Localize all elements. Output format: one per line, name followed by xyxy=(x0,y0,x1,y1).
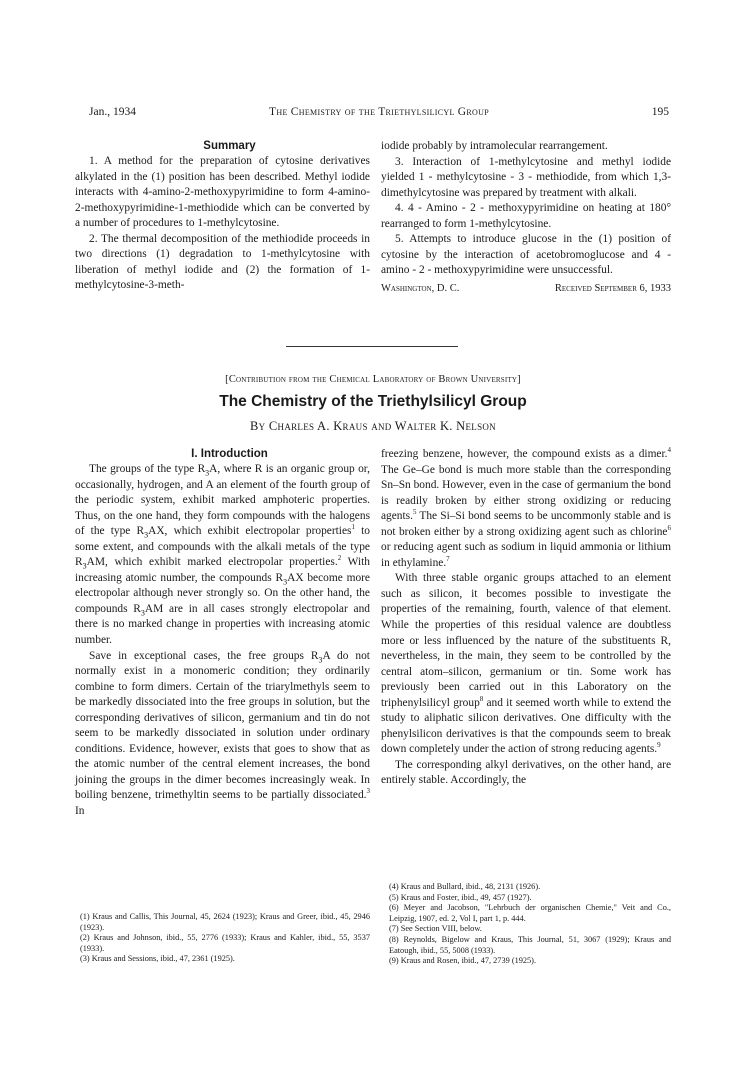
intro-heading: I. Introduction xyxy=(191,448,268,460)
summary-right-column xyxy=(381,139,671,296)
article-authors: By Charles A. Kraus and Walter K. Nelson xyxy=(250,419,496,433)
footnote-item: (4) Kraus and Bullard, ibid., 48, 2131 (1926). xyxy=(389,882,541,891)
intro-paragraph-3: With three stable organic groups attached to an element such as silicon, it becomes possible to investigate the properties of the remaining, fourth, valence of that element. While the properties of this residual valence are doubtless more or less influenced by the nature of the substituents R, nevertheless, in the main, they seem to be controlled by the central atom–silicon, germanium or tin. Some work has previously been carried out in this Laboratory on the triphenylsilicyl group$^8$ and it seemed worth while to extend the study to aliphatic silicon derivatives. One difficulty with the phenylsilicon derivatives is that the compounds seem to break down completely under the action of strong reducing agents.$^9$ xyxy=(381,572,671,756)
footnote-ref-8: 8 xyxy=(479,694,484,703)
summary-item-5: 5. Attempts to introduce glucose in the (1) position of cytosine by the interaction of acetobromoglucose and 4 - amino - 2 - methoxypyrimidine were unsuccessful. xyxy=(381,233,671,277)
footnote-ref-4: 4 xyxy=(667,446,671,455)
footnote-item: (8) Reynolds, Bigelow and Kraus, This Journal, 51, 3067 (1929); Kraus and Eatough, ibid., 55, 5008 (1933). xyxy=(389,934,671,955)
intro-paragraph-2: Save in exceptional cases, the free groups $R_3A$ do not normally exist in a monomeric condition; they ordinarily combine to form dimers. Certain of the triarylmethyls seem to be markedly dissociated into the free groups in solution, but the corresponding derivatives of silicon, germanium and tin do not seem to be markedly dissociated in solution under ordinary conditions. Evidence, however, exists that goes to show that as the atomic number of the central element increases, the bond joining the groups in the dimer becomes increasingly weak. In boiling benzene, trimethyltin seems to be partially dissociated.$^3$ In xyxy=(75,649,370,818)
signoff-line xyxy=(381,281,671,297)
footnote-ref-2: 2 xyxy=(337,554,342,563)
header-date: Jan., 1934 xyxy=(89,106,136,118)
footnote-item: (3) Kraus and Sessions, ibid., 47, 2361 (1925). xyxy=(80,954,235,964)
footnote-ref-6: 6 xyxy=(667,523,671,532)
summary-item-4: 4. 4 - Amino - 2 - methoxypyrimidine on heating at 180° rearranged to form 1-methylcytosine. xyxy=(381,202,671,230)
running-header xyxy=(89,104,669,120)
summary-heading: Summary xyxy=(203,140,256,152)
intro-paragraph-1: The groups of the type $R_3A$, where R is an organic group or, occasionally, hydrogen, and A an element of the fourth group of the periodic system, exhibit marked amphoteric properties. Thus, on the one hand, they form compounds with the halogens of the type $R_3AX$, which exhibit electropolar properties$^1$ to some extent, and compounds with the alkali metals of the type $R_3AM$, which exhibit marked electropolar properties.$^2$ With increasing atomic number, the compounds $R_3AX$ become more electropolar although never strongly so. On the other hand, the compounds $R_3AM$ are in all cases strongly electropolar and there is no marked change in properties with increasing atomic number. xyxy=(75,463,370,647)
intro-paragraph-4: The corresponding alkyl derivatives, on the other hand, are entirely stable. Accordingly, the xyxy=(381,758,671,787)
summary-item-1: 1. A method for the preparation of cytosine derivatives alkylated in the (1) position has been described. Methyl iodide interacts with 4-amino-2-methoxypyrimidine to form 4-amino-2-methoxypyrimidine-1-methiodide which can be converted by a number of procedures to 1-methylcytosine. xyxy=(75,155,370,230)
footnote-item: (7) See Section VIII, below. xyxy=(389,924,482,934)
header-running-title: The Chemistry of the Triethylsilicyl Group xyxy=(269,106,489,118)
location-label: Washington, D. C. xyxy=(381,282,460,294)
footnote-ref-5: 5 xyxy=(412,508,417,517)
footnote-item: (2) Kraus and Johnson, ibid., 55, 2776 (1933); Kraus and Kahler, ibid., 55, 3537 (1933). xyxy=(80,933,370,953)
summary-item-3: 3. Interaction of 1-methylcytosine and methyl iodide yielded 1 - methylcytosine - 3 - methiodide, from which 1,3-dimethylcytosine was prepared by treatment with alkali. xyxy=(381,155,671,199)
summary-left-column xyxy=(75,139,370,294)
article-title: The Chemistry of the Triethylsilicyl Group xyxy=(219,393,527,410)
footnotes-left xyxy=(80,912,370,965)
footnote-item: (9) Kraus and Rosen, ibid., 47, 2739 (1925). xyxy=(389,956,537,966)
footnote-ref-3: 3 xyxy=(366,787,370,796)
footnote-item: (5) Kraus and Foster, ibid., 49, 457 (1927). xyxy=(389,892,532,902)
footnotes-right xyxy=(389,882,671,967)
footnote-ref-1: 1 xyxy=(351,523,355,532)
intro-paragraph-2-continued: freezing benzene, however, the compound exists as a dimer.$^4$ The Ge–Ge bond is much more stable than the corresponding Sn–Sn bond. However, even in the case of germanium the bond is readily broken by either strong oxidizing or reducing agents.$^5$ The Si–Si bond seems to be uncommonly stable and is not broken either by a strong oxidizing agent such as chlorine$^6$ or reducing agent such as sodium in liquid ammonia or lithium in ethylamine.$^7$ xyxy=(381,446,671,569)
intro-left-column xyxy=(75,447,370,820)
intro-right-column xyxy=(381,447,671,789)
footnote-ref-9: 9 xyxy=(657,741,661,750)
footnote-item: (6) Meyer and Jacobson, "Lehrbuch der organischen Chemie," Veit and Co., Leipzig, 1907, ed. 2, Vol I, part 1, p. 444. xyxy=(389,903,671,923)
footnote-item: (1) Kraus and Callis, This Journal, 45, 2624 (1923); Kraus and Greer, ibid., 45, 2946 (1923). xyxy=(80,912,370,932)
contribution-line: [Contribution from the Chemical Laboratory of Brown University] xyxy=(225,374,521,385)
header-page-number: 195 xyxy=(651,106,669,118)
section-divider xyxy=(286,346,458,347)
footnote-ref-7: 7 xyxy=(446,555,450,564)
summary-item-2-continued: iodide probably by intramolecular rearrangement. xyxy=(381,140,608,152)
summary-item-2: 2. The thermal decomposition of the methiodide proceeds in two directions (1) degradation to 1-methylcytosine with liberation of methyl iodide and (2) the formation of 1-methylcytosine-3-meth- xyxy=(75,232,370,292)
received-date: Received September 6, 1933 xyxy=(554,282,671,294)
